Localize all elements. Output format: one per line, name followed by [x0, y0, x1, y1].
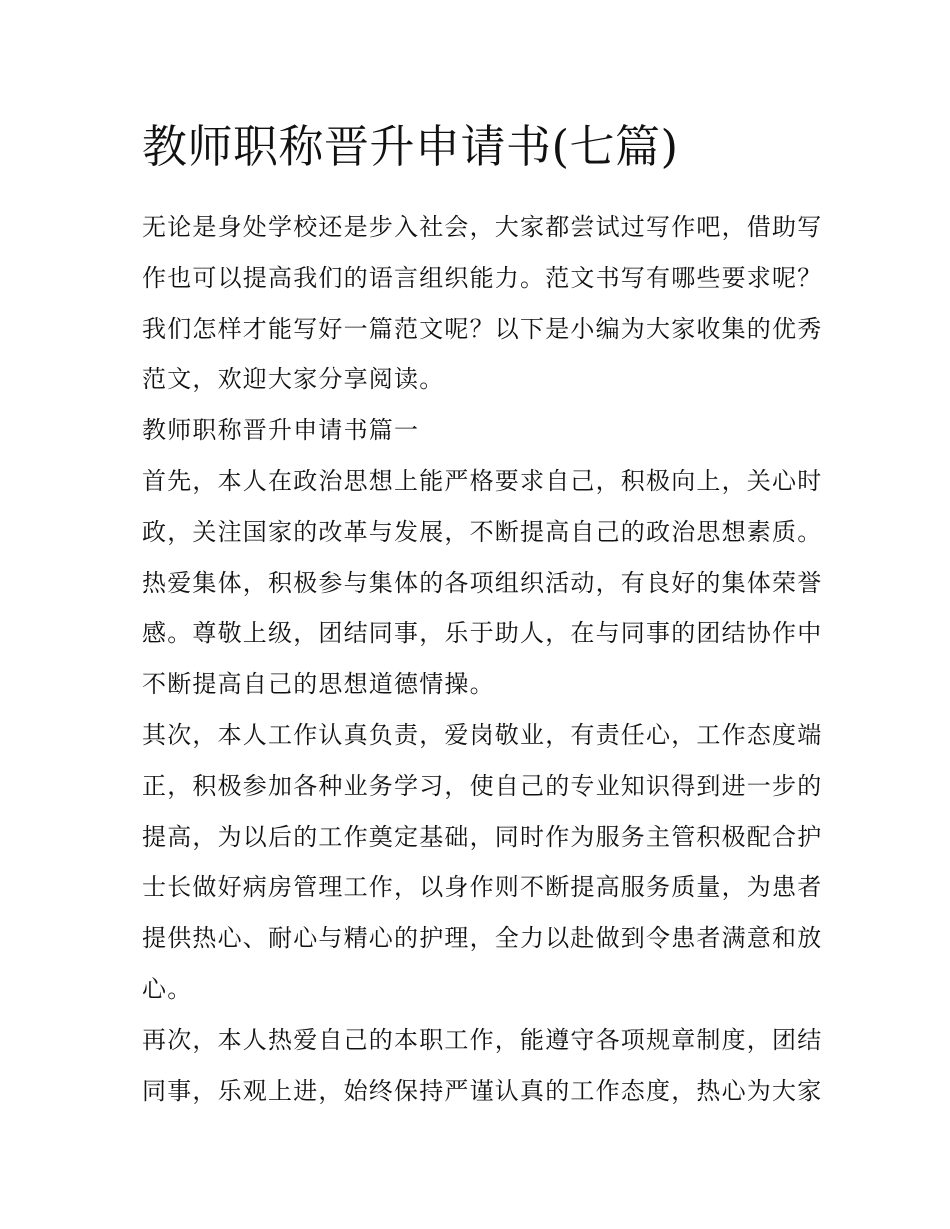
text-line: 提供热心、耐心与精心的护理，全力以赴做到令患者满意和放: [142, 924, 823, 953]
text-line: 我们怎样才能写好一篇范文呢？以下是小编为大家收集的优秀: [142, 314, 823, 343]
text-line: 其次，本人工作认真负责，爱岗敬业，有责任心，工作态度端: [142, 720, 823, 749]
text-line: 政，关注国家的改革与发展，不断提高自己的政治思想素质。: [142, 517, 823, 546]
text-line: 感。尊敬上级，团结同事，乐于助人，在与同事的团结协作中: [142, 619, 823, 648]
section-heading-text: 教师职称晋升申请书篇一: [142, 416, 420, 445]
document-page: [142, 112, 823, 1116]
text-line: 提高，为以后的工作奠定基础，同时作为服务主管积极配合护: [142, 822, 823, 851]
text-line: 首先，本人在政治思想上能严格要求自己，积极向上，关心时: [142, 466, 823, 495]
paragraph-first: [142, 456, 823, 710]
paragraph-second: [142, 710, 823, 1015]
text-line: 再次，本人热爱自己的本职工作，能遵守各项规章制度，团结: [142, 1025, 823, 1054]
intro-paragraph: [142, 202, 823, 405]
text-line: 范文，欢迎大家分享阅读。: [142, 365, 445, 394]
text-line: 不断提高自己的思想道德情操。: [142, 670, 495, 699]
text-line: 作也可以提高我们的语言组织能力。范文书写有哪些要求呢？: [142, 263, 823, 292]
text-line: 热爱集体，积极参与集体的各项组织活动，有良好的集体荣誉: [142, 568, 823, 597]
paragraph-third: [142, 1015, 823, 1117]
text-line: 同事，乐观上进，始终保持严谨认真的工作态度，热心为大家: [142, 1076, 823, 1105]
section-heading: [142, 405, 818, 456]
text-line: 正，积极参加各种业务学习，使自己的专业知识得到进一步的: [142, 771, 823, 800]
text-line: 心。: [142, 974, 193, 1003]
document-title: 教师职称晋升申请书(七篇): [142, 120, 679, 173]
document-body: [142, 202, 823, 1116]
text-line: 无论是身处学校还是步入社会，大家都尝试过写作吧，借助写: [142, 213, 823, 241]
text-line: 士长做好病房管理工作，以身作则不断提高服务质量，为患者: [142, 873, 823, 902]
